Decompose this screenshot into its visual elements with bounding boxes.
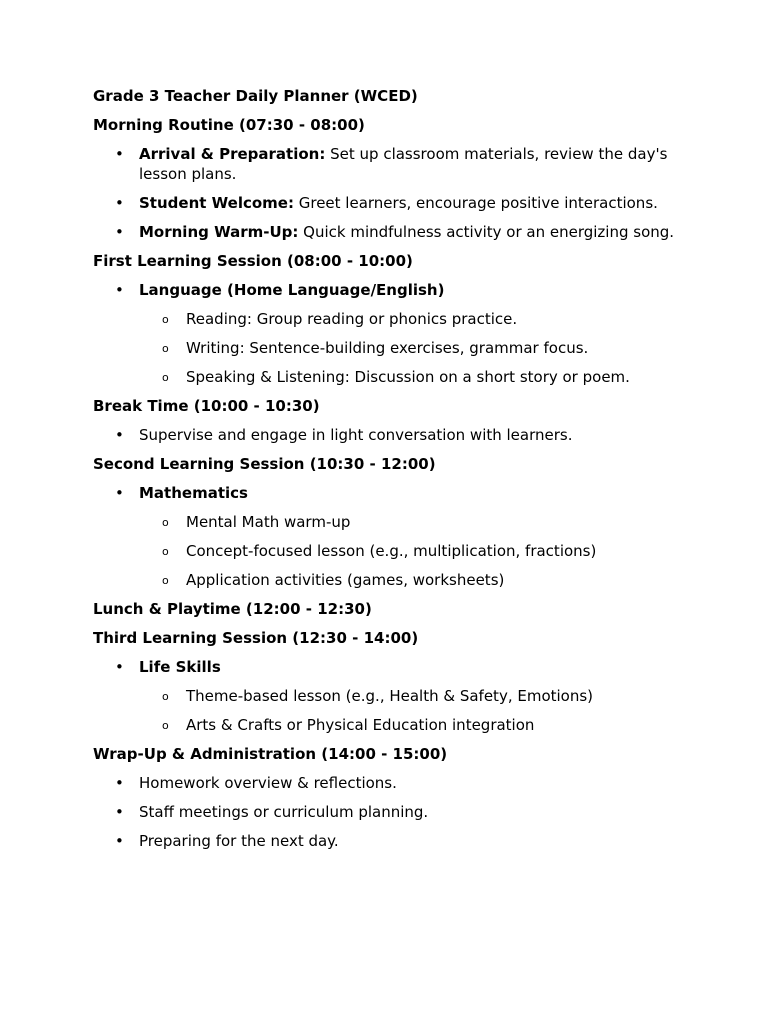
sub-list-item <box>93 570 693 590</box>
sub-list-item <box>93 309 693 329</box>
item-lead: Mathematics <box>139 484 248 502</box>
sub-list-item <box>93 686 693 706</box>
list-item <box>93 483 693 503</box>
third-session-list <box>93 657 693 735</box>
item-lead: Arrival & Preparation: <box>139 145 326 163</box>
sub-list-item <box>93 715 693 735</box>
section-heading-lunch: Lunch & Playtime (12:00 - 12:30) <box>93 600 372 618</box>
list-item <box>93 144 693 184</box>
bullet-icon: • <box>115 426 124 444</box>
section-heading-break-time: Break Time (10:00 - 10:30) <box>93 397 320 415</box>
list-item <box>93 280 693 300</box>
sub-item-text: Writing: Sentence-building exercises, grammar focus. <box>186 339 589 357</box>
sub-item-text: Concept-focused lesson (e.g., multiplication, fractions) <box>186 542 597 560</box>
wrap-up-list <box>93 773 693 851</box>
list-item <box>93 193 693 213</box>
item-lead: Student Welcome: <box>139 194 294 212</box>
bullet-icon: • <box>115 658 124 676</box>
item-text: Homework overview & reflections. <box>139 774 397 792</box>
item-text: Supervise and engage in light conversation with learners. <box>139 426 573 444</box>
list-item <box>93 657 693 677</box>
bullet-icon: • <box>115 145 124 163</box>
sub-list-item <box>93 338 693 358</box>
sub-item-text: Theme-based lesson (e.g., Health & Safety, Emotions) <box>186 687 594 705</box>
sub-bullet-icon: o <box>162 313 169 326</box>
sub-list-item <box>93 367 693 387</box>
sub-item-text: Speaking & Listening: Discussion on a short story or poem. <box>186 368 630 386</box>
section-heading-third-session: Third Learning Session (12:30 - 14:00) <box>93 629 419 647</box>
list-item <box>93 802 693 822</box>
list-item <box>93 831 693 851</box>
item-text: Quick mindfulness activity or an energizing song. <box>298 223 675 241</box>
section-heading-morning-routine: Morning Routine (07:30 - 08:00) <box>93 116 365 134</box>
section-heading-first-session: First Learning Session (08:00 - 10:00) <box>93 252 413 270</box>
first-session-list <box>93 280 693 387</box>
item-lead: Language (Home Language/English) <box>139 281 445 299</box>
section-heading-second-session: Second Learning Session (10:30 - 12:00) <box>93 455 436 473</box>
item-text: Preparing for the next day. <box>139 832 339 850</box>
item-text: Set up classroom materials, review the day's lesson plans. <box>139 145 668 183</box>
morning-routine-list <box>93 144 693 242</box>
sub-bullet-icon: o <box>162 342 169 355</box>
list-item <box>93 773 693 793</box>
bullet-icon: • <box>115 484 124 502</box>
item-text: Staff meetings or curriculum planning. <box>139 803 429 821</box>
bullet-icon: • <box>115 803 124 821</box>
bullet-icon: • <box>115 223 124 241</box>
bullet-icon: • <box>115 774 124 792</box>
list-item <box>93 425 693 445</box>
document-body <box>93 86 693 860</box>
item-lead: Morning Warm-Up: <box>139 223 299 241</box>
sub-bullet-icon: o <box>162 574 169 587</box>
sub-item-text: Mental Math warm-up <box>186 513 351 531</box>
sub-list-item <box>93 512 693 532</box>
sub-item-text: Arts & Crafts or Physical Education integration <box>186 716 535 734</box>
bullet-icon: • <box>115 832 124 850</box>
second-session-list <box>93 483 693 590</box>
section-heading-wrap-up: Wrap-Up & Administration (14:00 - 15:00) <box>93 745 448 763</box>
item-lead: Life Skills <box>139 658 221 676</box>
bullet-icon: • <box>115 194 124 212</box>
item-text: Greet learners, encourage positive interactions. <box>293 194 658 212</box>
sub-bullet-icon: o <box>162 690 169 703</box>
sub-item-text: Application activities (games, worksheets) <box>186 571 505 589</box>
sub-bullet-icon: o <box>162 371 169 384</box>
list-item <box>93 222 693 242</box>
sub-list-item <box>93 541 693 561</box>
bullet-icon: • <box>115 281 124 299</box>
sub-bullet-icon: o <box>162 545 169 558</box>
document-title: Grade 3 Teacher Daily Planner (WCED) <box>93 87 418 105</box>
sub-bullet-icon: o <box>162 719 169 732</box>
sub-bullet-icon: o <box>162 516 169 529</box>
sub-item-text: Reading: Group reading or phonics practice. <box>186 310 518 328</box>
break-time-list <box>93 425 693 445</box>
